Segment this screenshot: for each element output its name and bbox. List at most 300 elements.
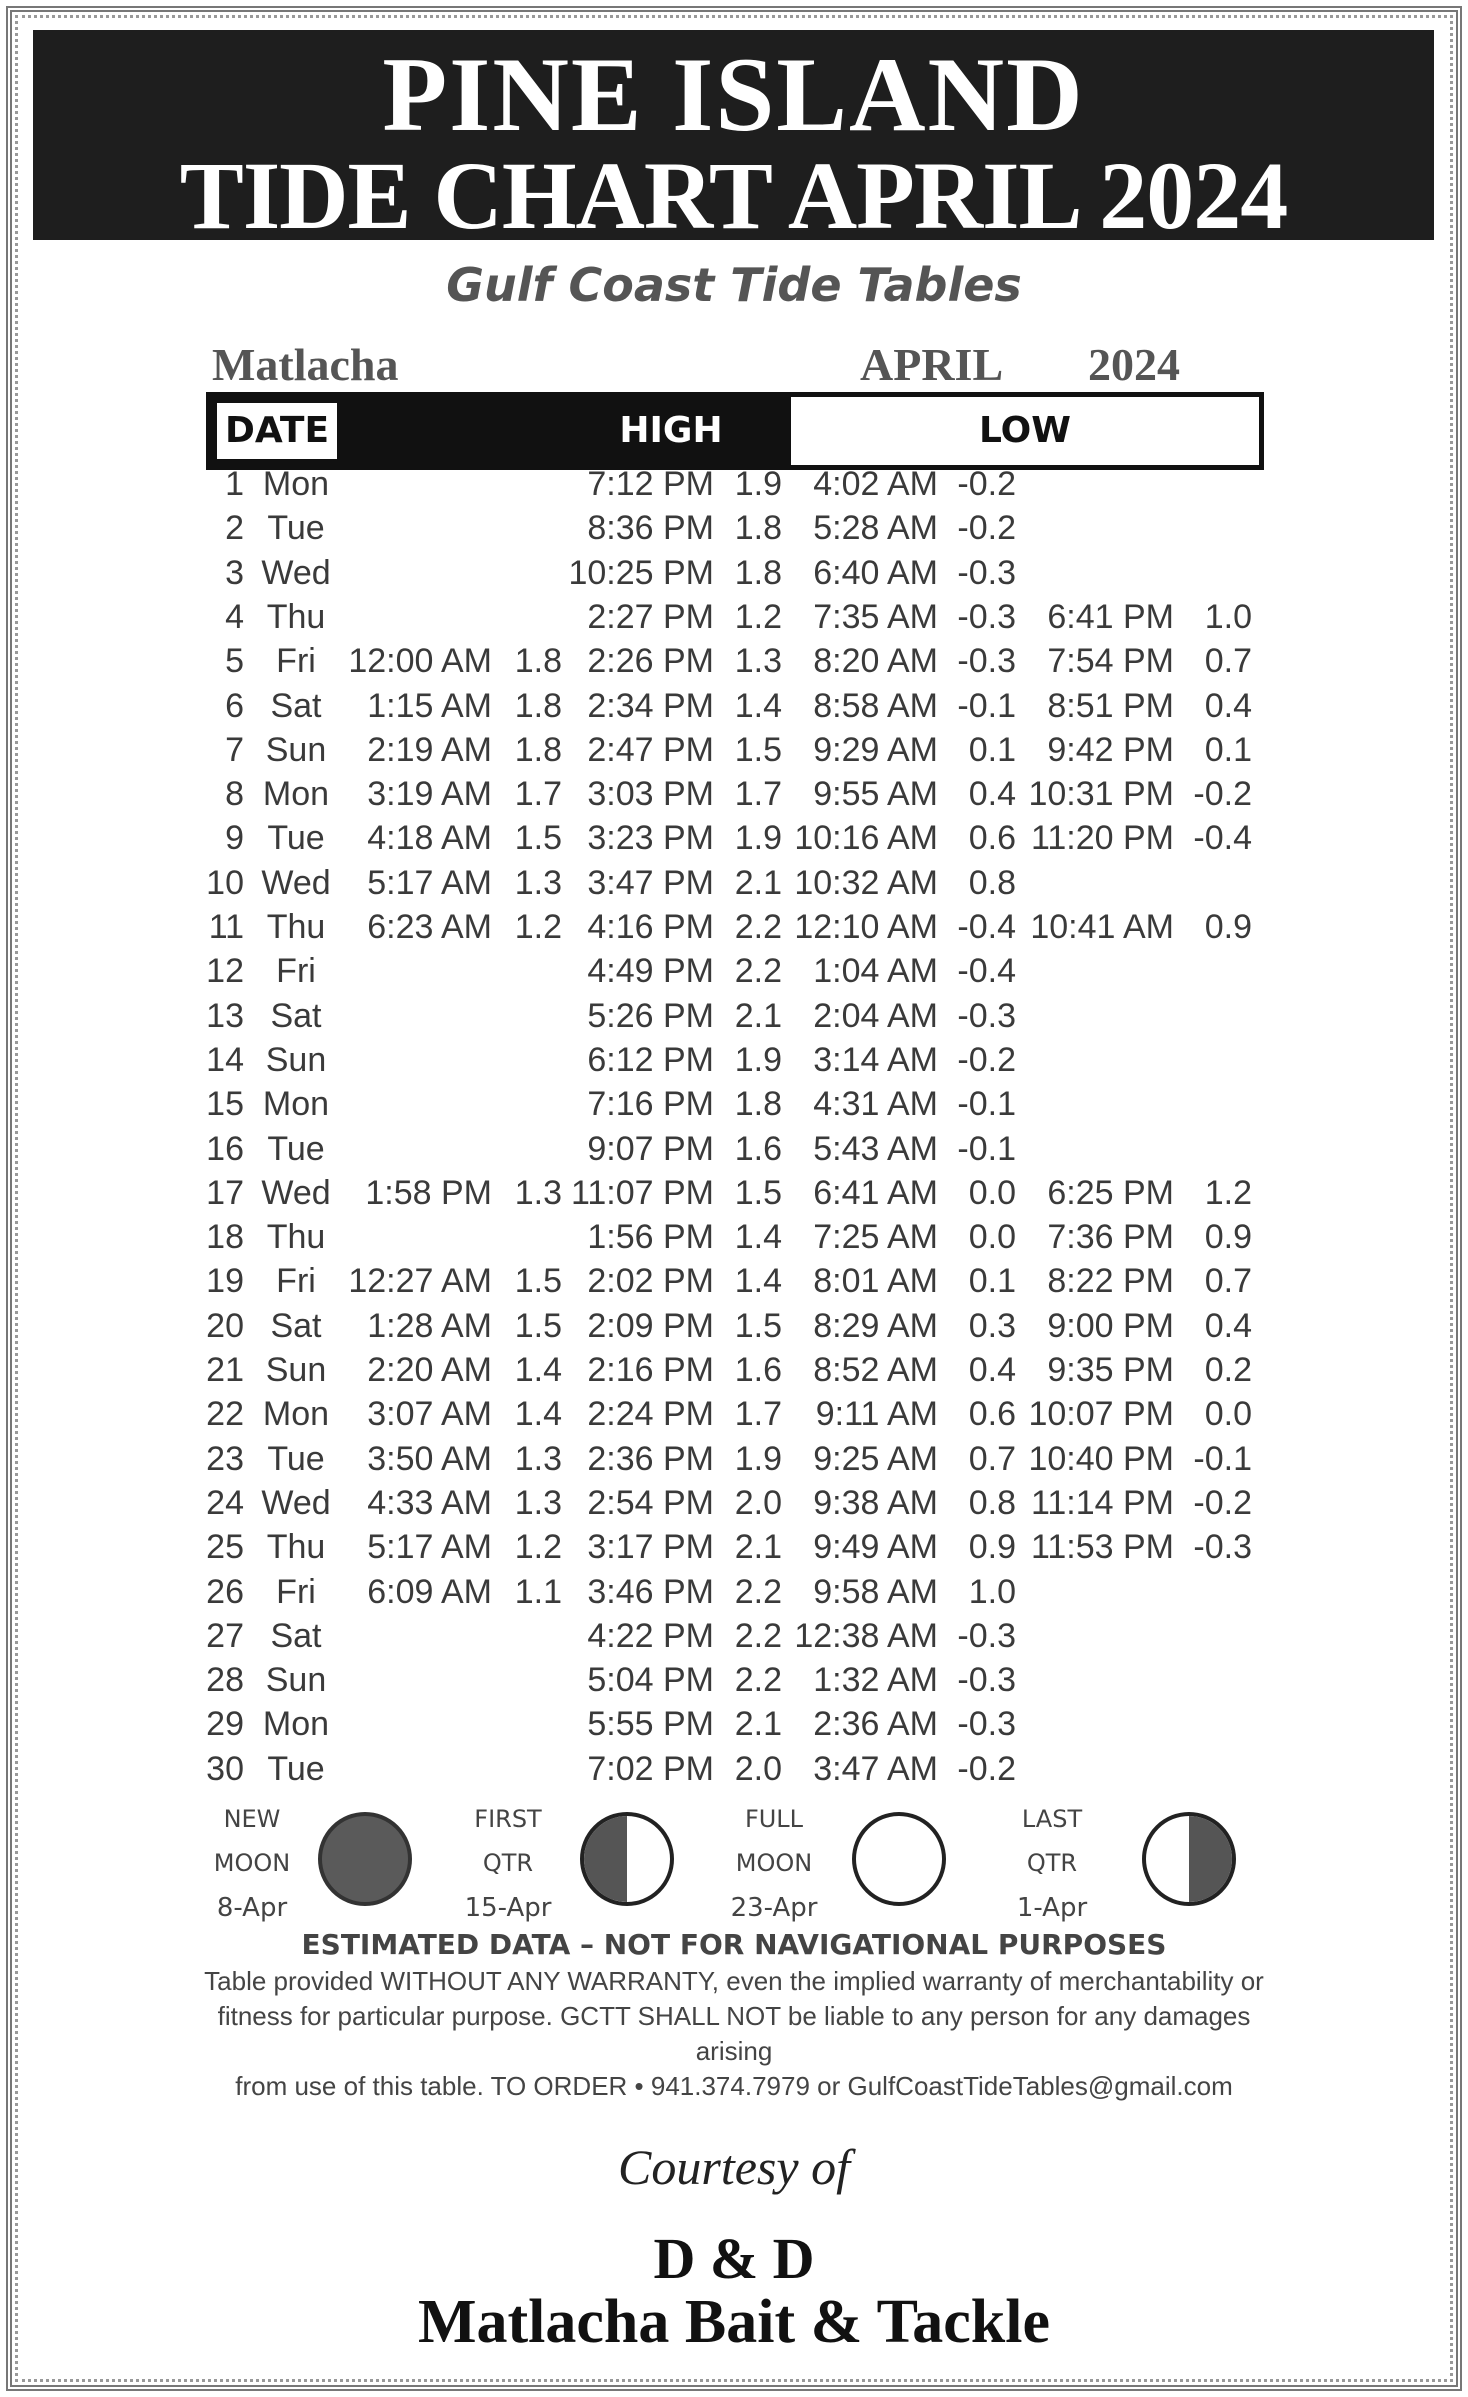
high-1-time: 2:19 AM (367, 730, 492, 769)
table-row (0, 462, 1468, 506)
high-2-height: 1.8 (734, 553, 782, 592)
day-number: 6 (225, 686, 244, 725)
high-1-time: 4:18 AM (367, 819, 492, 858)
day-number: 13 (206, 996, 244, 1035)
day-number: 26 (206, 1572, 244, 1611)
day-number: 25 (206, 1528, 244, 1567)
high-2-height: 2.2 (734, 908, 782, 946)
high-2-time: 3:46 PM (587, 1572, 714, 1611)
day-number: 15 (206, 1085, 244, 1124)
table-row (0, 595, 1468, 639)
low-2-time: 10:41 AM (1030, 908, 1174, 946)
high-2-time: 7:12 PM (587, 465, 714, 503)
low-1-height: -0.3 (957, 597, 1016, 636)
table-row (0, 1614, 1468, 1658)
low-2-time: 6:25 PM (1047, 1173, 1174, 1212)
high-2-time: 2:24 PM (587, 1395, 714, 1434)
day-of-week: Fri (276, 1262, 316, 1301)
low-1-time: 9:55 AM (813, 775, 938, 814)
day-of-week: Thu (266, 908, 326, 946)
low-1-time: 8:01 AM (813, 1262, 938, 1301)
table-row (0, 1259, 1468, 1303)
low-2-time: 11:20 PM (1030, 819, 1174, 858)
low-1-time: 9:49 AM (813, 1528, 938, 1567)
high-1-time: 12:00 AM (348, 642, 492, 681)
low-1-time: 3:14 AM (813, 1040, 938, 1079)
low-1-height: -0.3 (957, 553, 1016, 592)
low-1-time: 12:38 AM (794, 1616, 938, 1655)
low-1-height: 0.8 (968, 1483, 1016, 1522)
day-of-week: Thu (266, 1528, 326, 1567)
table-row (0, 1348, 1468, 1392)
low-1-time: 1:32 AM (813, 1661, 938, 1700)
low-2-height: -0.4 (1193, 819, 1252, 858)
day-number: 10 (206, 863, 244, 902)
low-1-height: 0.7 (968, 1439, 1016, 1478)
high-1-height: 1.3 (514, 863, 562, 902)
high-2-height: 1.3 (734, 642, 782, 681)
day-number: 22 (206, 1395, 244, 1434)
high-1-height: 1.2 (514, 1528, 562, 1567)
column-header-high: HIGH (347, 397, 995, 465)
high-2-time: 10:25 PM (568, 553, 714, 592)
high-1-time: 3:19 AM (367, 775, 492, 814)
high-2-height: 1.7 (734, 1395, 782, 1434)
high-2-time: 3:47 PM (587, 863, 714, 902)
low-1-height: 0.6 (968, 1395, 1016, 1434)
low-2-time: 7:36 PM (1047, 1218, 1174, 1257)
high-1-time: 6:23 AM (367, 908, 492, 946)
low-2-time: 9:35 PM (1047, 1351, 1174, 1389)
low-1-height: -0.3 (957, 996, 1016, 1035)
day-number: 24 (206, 1483, 244, 1522)
high-1-height: 1.8 (514, 642, 562, 681)
low-1-time: 4:02 AM (813, 465, 938, 503)
day-number: 23 (206, 1439, 244, 1478)
disclaimer-text (200, 1964, 1268, 2104)
low-2-height: 1.0 (1204, 597, 1252, 636)
low-1-height: -0.2 (957, 465, 1016, 503)
day-of-week: Fri (276, 1572, 316, 1611)
high-1-height: 1.3 (514, 1173, 562, 1212)
day-of-week: Mon (262, 1395, 330, 1434)
low-2-time: 11:53 PM (1030, 1528, 1174, 1567)
table-row (0, 1304, 1468, 1348)
low-1-height: -0.1 (957, 686, 1016, 725)
low-1-time: 8:52 AM (813, 1351, 938, 1389)
high-1-height: 1.5 (514, 1306, 562, 1345)
moon-first-label-2: QTR (482, 1849, 534, 1877)
high-2-height: 1.4 (734, 1218, 782, 1257)
high-1-time: 3:07 AM (367, 1395, 492, 1434)
day-of-week: Sat (270, 686, 322, 725)
moon-full-label-2: MOON (735, 1849, 813, 1877)
high-2-time: 7:02 PM (587, 1749, 714, 1788)
table-row (0, 1215, 1468, 1259)
high-2-time: 2:34 PM (587, 686, 714, 725)
high-2-height: 2.1 (734, 1705, 782, 1744)
day-number: 19 (206, 1262, 244, 1301)
disclaimer-line-2: fitness for particular purpose. GCTT SHALL NOT be liable to any person for any damages arising (217, 2001, 1251, 2066)
day-of-week: Sat (270, 1306, 322, 1345)
day-number: 8 (225, 775, 244, 814)
low-1-height: -0.3 (957, 1616, 1016, 1655)
high-2-height: 1.6 (734, 1351, 782, 1389)
column-header-date: DATE (217, 403, 337, 459)
low-1-time: 7:35 AM (813, 597, 938, 636)
low-1-height: 0.9 (968, 1528, 1016, 1567)
high-2-time: 2:27 PM (587, 597, 714, 636)
day-of-week: Thu (266, 1218, 326, 1257)
high-2-height: 2.2 (734, 1616, 782, 1655)
low-1-time: 10:16 AM (794, 819, 938, 858)
high-2-height: 2.0 (734, 1483, 782, 1522)
table-row (0, 1570, 1468, 1614)
table-row (0, 1082, 1468, 1126)
low-1-height: 0.3 (968, 1306, 1016, 1345)
table-row (0, 861, 1468, 905)
low-1-time: 12:10 AM (794, 908, 938, 946)
high-2-time: 2:47 PM (587, 730, 714, 769)
table-header (206, 392, 1264, 470)
disclaimer-line-1: Table provided WITHOUT ANY WARRANTY, even the implied warranty of merchantability or (204, 1966, 1264, 1996)
high-2-height: 2.0 (734, 1749, 782, 1788)
low-2-time: 10:31 PM (1028, 775, 1174, 814)
day-of-week: Sun (265, 1661, 327, 1700)
high-2-height: 2.1 (734, 996, 782, 1035)
moon-last-date: 1-Apr (1016, 1893, 1088, 1923)
title-line-2: TIDE CHART APRIL 2024 (179, 142, 1288, 249)
low-2-height: -0.2 (1193, 775, 1252, 814)
disclaimer-line-3: from use of this table. TO ORDER • 941.374.7979 or GulfCoastTideTables@gmail.com (235, 2071, 1233, 2101)
high-2-time: 3:17 PM (587, 1528, 714, 1567)
day-number: 3 (225, 553, 244, 592)
high-2-time: 2:16 PM (587, 1351, 714, 1389)
high-2-height: 1.9 (734, 819, 782, 858)
low-1-time: 1:04 AM (813, 952, 938, 991)
table-row (0, 1702, 1468, 1746)
table-row (0, 1658, 1468, 1702)
low-2-time: 10:40 PM (1028, 1439, 1174, 1478)
day-of-week: Fri (276, 952, 316, 991)
table-row (0, 1127, 1468, 1171)
low-2-height: 0.9 (1204, 908, 1252, 946)
low-1-height: -0.3 (957, 642, 1016, 681)
high-1-height: 1.2 (514, 908, 562, 946)
low-1-height: -0.3 (957, 1661, 1016, 1700)
day-of-week: Mon (262, 1085, 330, 1124)
high-2-time: 5:04 PM (587, 1661, 714, 1700)
day-of-week: Tue (267, 509, 325, 548)
high-2-time: 7:16 PM (587, 1085, 714, 1124)
high-2-height: 2.2 (734, 952, 782, 991)
high-1-time: 3:50 AM (367, 1439, 492, 1478)
low-2-time: 10:07 PM (1028, 1395, 1174, 1434)
low-1-height: 0.1 (968, 730, 1016, 769)
low-1-time: 2:04 AM (813, 996, 938, 1035)
low-1-height: 1.0 (968, 1572, 1016, 1611)
day-number: 17 (206, 1173, 244, 1212)
day-of-week: Mon (262, 1705, 330, 1744)
high-1-height: 1.1 (514, 1572, 562, 1611)
first-quarter-moon-icon (580, 1812, 674, 1906)
table-row (0, 1525, 1468, 1569)
new-moon-icon (318, 1812, 412, 1906)
low-1-time: 9:38 AM (813, 1483, 938, 1522)
day-number: 9 (225, 819, 244, 858)
day-number: 5 (225, 642, 244, 681)
day-of-week: Tue (267, 1749, 325, 1788)
moon-new-label-1: NEW (223, 1805, 281, 1833)
high-1-height: 1.8 (514, 730, 562, 769)
day-number: 20 (206, 1306, 244, 1345)
high-2-height: 1.5 (734, 1306, 782, 1345)
day-of-week: Mon (262, 775, 330, 814)
day-number: 12 (206, 952, 244, 991)
low-2-height: 0.1 (1204, 730, 1252, 769)
day-number: 7 (225, 730, 244, 769)
low-2-time: 7:54 PM (1047, 642, 1174, 681)
table-row (0, 816, 1468, 860)
moon-first-date: 15-Apr (464, 1893, 552, 1923)
day-of-week: Sun (265, 730, 327, 769)
low-2-time: 8:51 PM (1047, 686, 1174, 725)
day-of-week: Sun (265, 1351, 327, 1389)
title-line-1: PINE ISLAND (382, 36, 1085, 153)
high-2-time: 2:02 PM (587, 1262, 714, 1301)
table-row (0, 772, 1468, 816)
low-2-time: 6:41 PM (1047, 597, 1174, 636)
low-2-time: 9:00 PM (1047, 1306, 1174, 1345)
low-1-height: -0.2 (957, 1749, 1016, 1788)
title-banner (33, 30, 1434, 249)
low-1-height: 0.0 (968, 1218, 1016, 1257)
moon-full-label-1: FULL (744, 1805, 804, 1833)
high-1-time: 2:20 AM (367, 1351, 492, 1389)
high-2-height: 1.8 (734, 1085, 782, 1124)
day-of-week: Wed (261, 1483, 331, 1522)
low-1-height: 0.0 (968, 1173, 1016, 1212)
high-2-time: 4:16 PM (587, 908, 714, 946)
high-1-height: 1.8 (514, 686, 562, 725)
day-of-week: Mon (262, 465, 330, 503)
low-1-time: 5:43 AM (813, 1129, 938, 1168)
day-of-week: Fri (276, 642, 316, 681)
full-moon-icon (852, 1812, 946, 1906)
day-of-week: Sat (270, 1616, 322, 1655)
moon-last-label-2: QTR (1026, 1849, 1078, 1877)
low-1-height: -0.4 (957, 952, 1016, 991)
low-1-time: 5:28 AM (813, 509, 938, 548)
publisher-name: Gulf Coast Tide Tables (446, 258, 1022, 312)
high-2-height: 1.2 (734, 597, 782, 636)
high-1-time: 5:17 AM (367, 1528, 492, 1567)
day-number: 29 (206, 1705, 244, 1744)
table-row (0, 506, 1468, 550)
table-row (0, 949, 1468, 993)
table-row (0, 639, 1468, 683)
low-2-height: 1.2 (1204, 1173, 1252, 1212)
high-1-height: 1.4 (514, 1395, 562, 1434)
low-1-height: -0.2 (957, 509, 1016, 548)
high-1-height: 1.5 (514, 1262, 562, 1301)
courtesy-label: Courtesy of (618, 2139, 850, 2195)
low-1-time: 9:29 AM (813, 730, 938, 769)
high-2-height: 1.5 (734, 730, 782, 769)
day-of-week: Thu (266, 597, 326, 636)
low-1-time: 4:31 AM (813, 1085, 938, 1124)
table-row (0, 1171, 1468, 1215)
high-2-time: 4:22 PM (587, 1616, 714, 1655)
high-2-height: 1.5 (734, 1173, 782, 1212)
high-2-height: 1.4 (734, 686, 782, 725)
moon-last-label-1: LAST (1021, 1805, 1083, 1833)
low-1-height: 0.4 (968, 775, 1016, 814)
low-2-height: 0.7 (1204, 642, 1252, 681)
low-1-height: 0.6 (968, 819, 1016, 858)
low-2-height: 0.4 (1204, 1306, 1252, 1345)
high-2-time: 1:56 PM (587, 1218, 714, 1257)
column-header-low: LOW (791, 397, 1259, 465)
high-2-time: 2:09 PM (587, 1306, 714, 1345)
high-1-height: 1.3 (514, 1483, 562, 1522)
low-1-time: 10:32 AM (794, 863, 938, 902)
low-1-time: 9:11 AM (815, 1395, 938, 1434)
low-1-height: 0.4 (968, 1351, 1016, 1389)
low-2-height: -0.3 (1193, 1528, 1252, 1567)
high-1-height: 1.4 (514, 1351, 562, 1389)
low-1-time: 3:47 AM (813, 1749, 938, 1788)
low-2-time: 11:14 PM (1030, 1483, 1174, 1522)
low-1-height: 0.1 (968, 1262, 1016, 1301)
low-1-time: 8:58 AM (813, 686, 938, 725)
high-2-height: 1.9 (734, 1439, 782, 1478)
low-1-time: 8:20 AM (813, 642, 938, 681)
high-2-time: 11:07 PM (570, 1173, 714, 1212)
low-1-height: -0.4 (957, 908, 1016, 946)
high-2-time: 6:12 PM (587, 1040, 714, 1079)
day-number: 14 (206, 1040, 244, 1079)
low-1-height: -0.1 (957, 1085, 1016, 1124)
disclaimer-heading: ESTIMATED DATA – NOT FOR NAVIGATIONAL PURPOSES (301, 1928, 1167, 1961)
high-1-time: 4:33 AM (367, 1483, 492, 1522)
low-2-height: 0.7 (1204, 1262, 1252, 1301)
high-1-height: 1.7 (514, 775, 562, 814)
high-2-time: 3:23 PM (587, 819, 714, 858)
high-2-height: 2.1 (734, 863, 782, 902)
last-quarter-moon-icon (1142, 1812, 1236, 1906)
day-number: 30 (206, 1749, 244, 1788)
high-2-time: 2:54 PM (587, 1483, 714, 1522)
high-2-height: 2.1 (734, 1528, 782, 1567)
low-2-height: 0.0 (1204, 1395, 1252, 1434)
moon-new-date: 8-Apr (216, 1893, 288, 1923)
low-1-time: 6:40 AM (813, 553, 938, 592)
day-of-week: Tue (267, 1129, 325, 1168)
high-2-time: 3:03 PM (587, 775, 714, 814)
day-number: 2 (225, 509, 244, 548)
low-2-height: -0.1 (1193, 1439, 1252, 1478)
high-2-time: 2:26 PM (587, 642, 714, 681)
month-label: APRIL (860, 339, 1004, 390)
location-label: Matlacha (212, 339, 399, 390)
moon-new-label-2: MOON (213, 1849, 291, 1877)
high-2-time: 5:26 PM (587, 996, 714, 1035)
high-2-height: 1.8 (734, 509, 782, 548)
low-2-height: 0.2 (1204, 1351, 1252, 1389)
moon-full-date: 23-Apr (730, 1893, 818, 1923)
low-1-time: 8:29 AM (813, 1306, 938, 1345)
table-row (0, 1747, 1468, 1791)
day-of-week: Wed (261, 863, 331, 902)
low-2-height: 0.4 (1204, 686, 1252, 725)
high-2-time: 4:49 PM (587, 952, 714, 991)
day-number: 18 (206, 1218, 244, 1257)
business-name-line-2: Matlacha Bait & Tackle (417, 2288, 1051, 2356)
table-row (0, 1392, 1468, 1436)
low-1-time: 9:58 AM (813, 1572, 938, 1611)
day-number: 1 (225, 465, 244, 503)
high-1-height: 1.3 (514, 1439, 562, 1478)
high-1-time: 12:27 AM (348, 1262, 492, 1301)
day-number: 27 (206, 1616, 244, 1655)
high-2-time: 2:36 PM (587, 1439, 714, 1478)
high-2-height: 2.2 (734, 1572, 782, 1611)
high-2-height: 2.2 (734, 1661, 782, 1700)
table-row (0, 1038, 1468, 1082)
high-2-height: 1.7 (734, 775, 782, 814)
high-2-height: 1.4 (734, 1262, 782, 1301)
table-row (0, 1437, 1468, 1481)
year-label: 2024 (1088, 339, 1180, 390)
day-of-week: Tue (267, 1439, 325, 1478)
day-number: 4 (225, 597, 244, 636)
table-row (0, 994, 1468, 1038)
day-number: 21 (206, 1351, 244, 1389)
high-2-time: 9:07 PM (587, 1129, 714, 1168)
high-1-time: 1:15 AM (367, 686, 492, 725)
table-row (0, 684, 1468, 728)
table-row (0, 728, 1468, 772)
business-name-line-1: D & D (653, 2226, 815, 2291)
low-1-time: 6:41 AM (813, 1173, 938, 1212)
day-of-week: Sat (270, 996, 322, 1035)
high-2-time: 5:55 PM (587, 1705, 714, 1744)
low-1-height: -0.2 (957, 1040, 1016, 1079)
low-1-height: -0.1 (957, 1129, 1016, 1168)
day-of-week: Tue (267, 819, 325, 858)
low-1-height: 0.8 (968, 863, 1016, 902)
day-number: 11 (208, 908, 244, 946)
moon-first-label-1: FIRST (474, 1805, 542, 1833)
day-of-week: Wed (261, 553, 331, 592)
low-1-time: 9:25 AM (813, 1439, 938, 1478)
high-2-height: 1.9 (734, 465, 782, 503)
high-2-height: 1.9 (734, 1040, 782, 1079)
high-1-height: 1.5 (514, 819, 562, 858)
table-row (0, 905, 1468, 949)
table-row (0, 1481, 1468, 1525)
day-of-week: Wed (261, 1173, 331, 1212)
high-2-time: 8:36 PM (587, 509, 714, 548)
table-row (0, 551, 1468, 595)
high-1-time: 6:09 AM (367, 1572, 492, 1611)
low-2-time: 9:42 PM (1047, 730, 1174, 769)
high-1-time: 1:28 AM (367, 1306, 492, 1345)
low-2-time: 8:22 PM (1047, 1262, 1174, 1301)
day-number: 16 (206, 1129, 244, 1168)
low-1-time: 7:25 AM (813, 1218, 938, 1257)
